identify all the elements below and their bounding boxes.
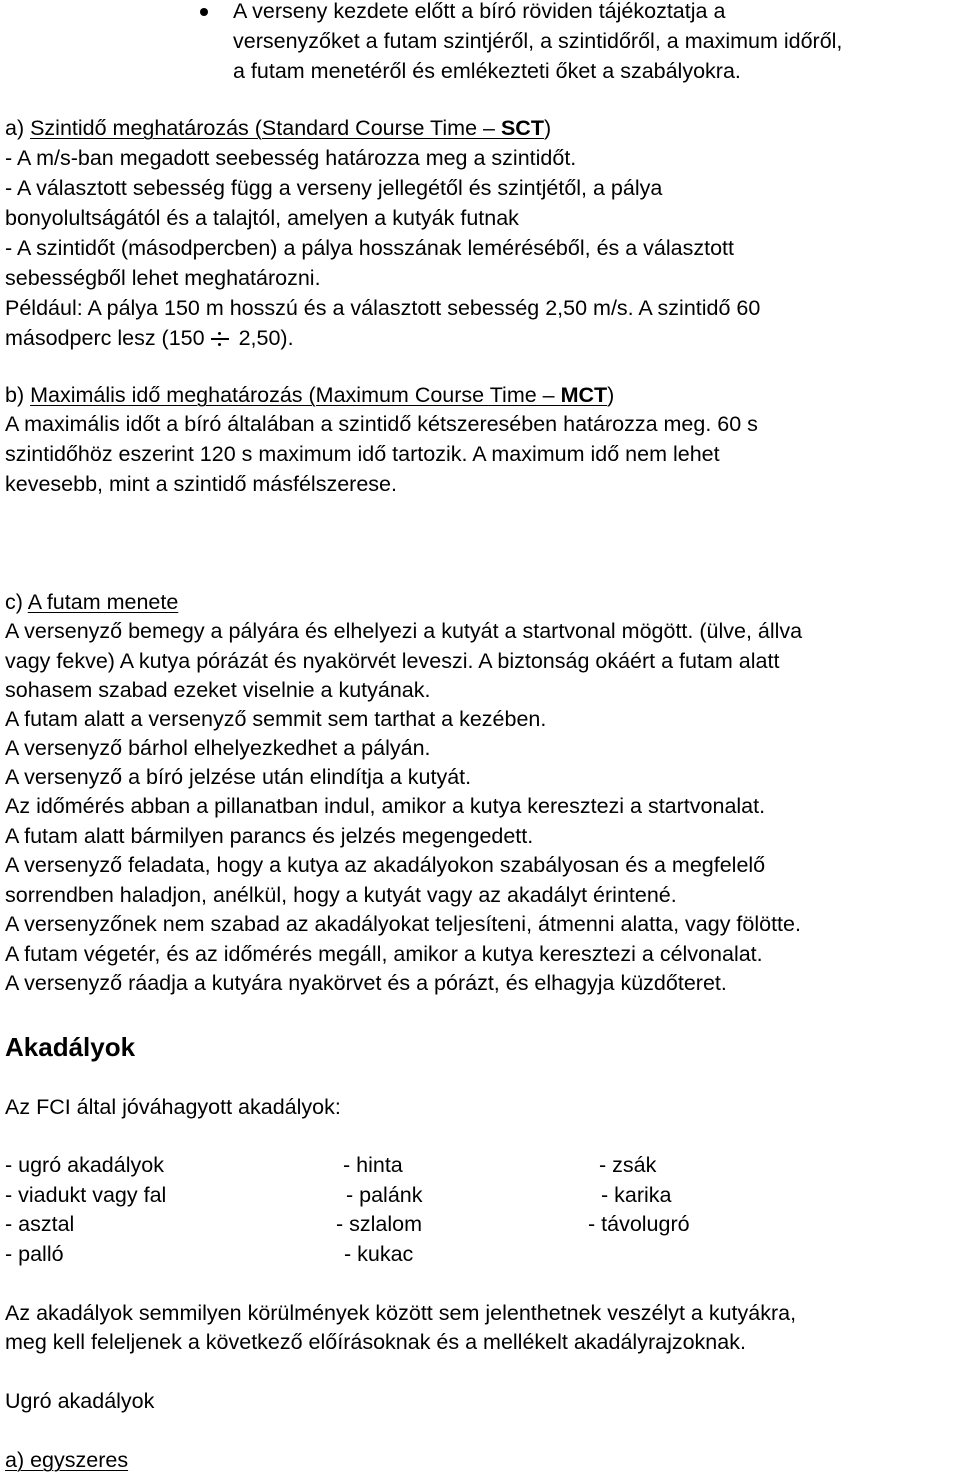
obstacle-item: - viadukt vagy fal	[5, 1183, 167, 1207]
bullet-icon	[200, 8, 208, 16]
section-a-line: - A választott sebesség függ a verseny jellegétől és szintjétől, a pálya	[5, 176, 663, 200]
section-a-line: - A m/s-ban megadott seebesség határozza meg a szintidőt.	[5, 146, 577, 170]
section-c-line: sorrendben haladjon, anélkül, hogy a kutyát vagy az akadályt érintené.	[5, 883, 677, 907]
section-a-title-text	[30, 116, 544, 140]
obstacle-item: - ugró akadályok	[5, 1153, 164, 1177]
example-end-before: másodperc lesz (150	[5, 326, 205, 350]
jump-obstacles-heading: Ugró akadályok	[5, 1389, 155, 1413]
section-b-title	[5, 385, 614, 407]
section-b-line: szintidőhöz eszerint 120 s maximum idő tartozik. A maximum idő nem lehet	[5, 442, 720, 466]
section-c-prefix: c)	[5, 590, 28, 614]
section-b-prefix: b)	[5, 383, 31, 407]
obstacle-item: - távolugró	[588, 1212, 690, 1236]
obstacle-item: - kukac	[344, 1242, 414, 1266]
section-b-line: kevesebb, mint a szintidő másfélszerese.	[5, 472, 397, 496]
obstacles-note-line: Az akadályok semmilyen körülmények között sem jelenthetnek veszélyt a kutyákra,	[5, 1301, 797, 1325]
obstacles-note-line: meg kell feleljenek a következő előírásoknak és a mellékelt akadályrajzoknak.	[5, 1330, 746, 1354]
section-c-line: A versenyzőnek nem szabad az akadályokat teljesíteni, átmenni alatta, vagy fölötte.	[5, 912, 801, 936]
section-a-line: - A szintidőt (másodpercben) a pálya hosszának leméréséből, és a választott	[5, 236, 734, 260]
intro-line-3: a futam menetéről és emlékezteti őket a szabályokra.	[233, 59, 741, 83]
obstacle-item: - palánk	[346, 1183, 423, 1207]
section-c-line: sohasem szabad ezeket viselnie a kutyának.	[5, 678, 431, 702]
section-c-title-text: A futam menete	[27, 590, 179, 614]
section-c-line: A versenyző bárhol elhelyezkedhet a pályán.	[5, 736, 431, 760]
section-c-line: A versenyző ráadja a kutyára nyakörvet és a pórázt, és elhagyja küzdőteret.	[5, 971, 727, 995]
section-c-title	[5, 592, 178, 614]
section-c-line: A versenyző feladata, hogy a kutya az akadályokon szabályosan és a megfelelő	[5, 853, 766, 877]
section-a-prefix: a)	[5, 116, 31, 140]
obstacle-item: - szlalom	[336, 1212, 423, 1236]
section-a-line: sebességből lehet meghatározni.	[5, 266, 321, 290]
section-a-title-main: Szintidő meghatározás (Standard Course Time –	[30, 116, 501, 140]
section-b-line: A maximális időt a bíró általában a szintidő kétszeresében határozza meg. 60 s	[5, 412, 758, 436]
section-b-title-main: Maximális idő meghatározás (Maximum Course Time –	[30, 383, 561, 407]
section-c-line: A futam alatt a versenyző semmit sem tarthat a kezében.	[5, 707, 547, 731]
intro-line-1: A verseny kezdete előtt a bíró röviden tájékoztatja a	[233, 0, 726, 23]
obstacle-item: - zsák	[599, 1153, 657, 1177]
section-b-title-abbr: MCT	[560, 383, 608, 407]
obstacle-item: - asztal	[5, 1212, 75, 1236]
section-a-line: Például: A pálya 150 m hosszú és a választott sebesség 2,50 m/s. A szintidő 60	[5, 296, 761, 320]
section-c-line: A futam alatt bármilyen parancs és jelzés megengedett.	[5, 824, 534, 848]
obstacle-item: - hinta	[343, 1153, 403, 1177]
section-c-line: vagy fekve) A kutya pórázát és nyakörvét leveszi. A biztonság okáért a futam alatt	[5, 649, 780, 673]
section-a-example-end	[5, 328, 294, 350]
obstacles-intro: Az FCI által jóváhagyott akadályok:	[5, 1095, 341, 1119]
section-b-title-text	[30, 383, 607, 407]
section-a-title	[5, 118, 551, 140]
section-c-line: A versenyző bemegy a pályára és elhelyezi a kutyát a startvonal mögött. (ülve, állva	[5, 619, 803, 643]
division-sign-icon	[211, 332, 229, 346]
section-c-line: A futam végetér, és az időmérés megáll, amikor a kutya keresztezi a célvonalat.	[5, 942, 763, 966]
section-c-line: Az időmérés abban a pillanatban indul, amikor a kutya keresztezi a startvonalat.	[5, 794, 766, 818]
section-a-title-close: )	[543, 116, 552, 140]
section-b-title-close: )	[607, 383, 615, 407]
obstacle-item: - palló	[5, 1242, 64, 1266]
obstacles-heading: Akadályok	[5, 1032, 136, 1062]
section-a-title-abbr: SCT	[500, 116, 544, 140]
obstacle-item: - karika	[601, 1183, 672, 1207]
section-c-line: A versenyző a bíró jelzése után elindítja a kutyát.	[5, 765, 472, 789]
section-a-line: bonyolultságától és a talajtól, amelyen a kutyák futnak	[5, 206, 519, 230]
intro-line-2: versenyzőket a futam szintjéről, a szintidőről, a maximum időről,	[233, 29, 843, 53]
jump-sub-a-title: a) egyszeres	[5, 1448, 129, 1472]
example-end-after: 2,50).	[238, 326, 294, 350]
